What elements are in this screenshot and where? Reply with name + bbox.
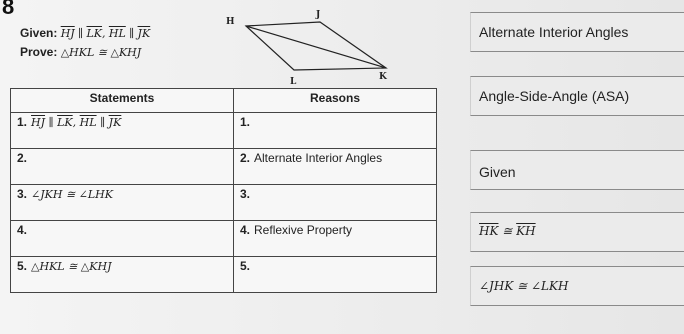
table-row	[11, 220, 437, 256]
reason-cell[interactable]: 5.	[234, 256, 437, 292]
statement-cell[interactable]: 2.	[11, 148, 234, 184]
statement-cell: 3. ∠JKH ≅ ∠LHK	[11, 184, 234, 220]
vertex-label-j: J	[316, 10, 321, 20]
given-seg-2: LK	[86, 27, 103, 40]
table-row	[11, 184, 437, 220]
statements-header: Statements	[11, 89, 234, 113]
parallelogram-diagram	[224, 8, 408, 90]
prove-label: Prove:	[20, 45, 58, 59]
reason-cell: 4. Reflexive Property	[234, 220, 437, 256]
answer-option-given[interactable]: Given	[470, 150, 684, 190]
answer-option-asa[interactable]: Angle-Side-Angle (ASA)	[470, 76, 684, 116]
reason-cell: 2. Alternate Interior Angles	[234, 148, 437, 184]
statement-cell: 1. HJ ∥ LK, HL ∥ JK	[11, 112, 234, 148]
statement-cell[interactable]: 4.	[11, 220, 234, 256]
given-seg-3: HL	[108, 27, 126, 40]
table-row	[11, 148, 437, 184]
prove-statement: △HKL ≅ △KHJ	[60, 46, 142, 59]
given-line: Given: HJ ∥ LK, HL ∥ JK	[20, 26, 151, 40]
reason-cell[interactable]: 3.	[234, 184, 437, 220]
prove-line	[20, 45, 141, 59]
given-label: Given:	[20, 26, 58, 40]
diagonal-hk	[246, 26, 386, 68]
statement-cell: 5. △HKL ≅ △KHJ	[11, 256, 234, 292]
answer-option-hk-congruent-kh[interactable]: HK ≅ KH	[470, 212, 684, 252]
answer-option-alternate-interior-angles[interactable]: Alternate Interior Angles	[470, 12, 684, 52]
reasons-header: Reasons	[234, 89, 437, 113]
reason-cell[interactable]: 1.	[234, 112, 437, 148]
given-seg-1: HJ	[60, 27, 75, 40]
vertex-label-k: K	[379, 72, 387, 82]
question-number: 8	[2, 0, 15, 19]
proof-table	[10, 88, 437, 293]
vertex-label-l: L	[290, 77, 297, 87]
given-seg-4: JK	[137, 27, 151, 40]
vertex-label-h: H	[226, 17, 235, 27]
answer-option-angle-jhk-congruent-lkh[interactable]: ∠JHK ≅ ∠LKH	[470, 266, 684, 306]
table-row	[11, 112, 437, 148]
parallelogram-outline	[246, 22, 386, 70]
table-row	[11, 256, 437, 292]
